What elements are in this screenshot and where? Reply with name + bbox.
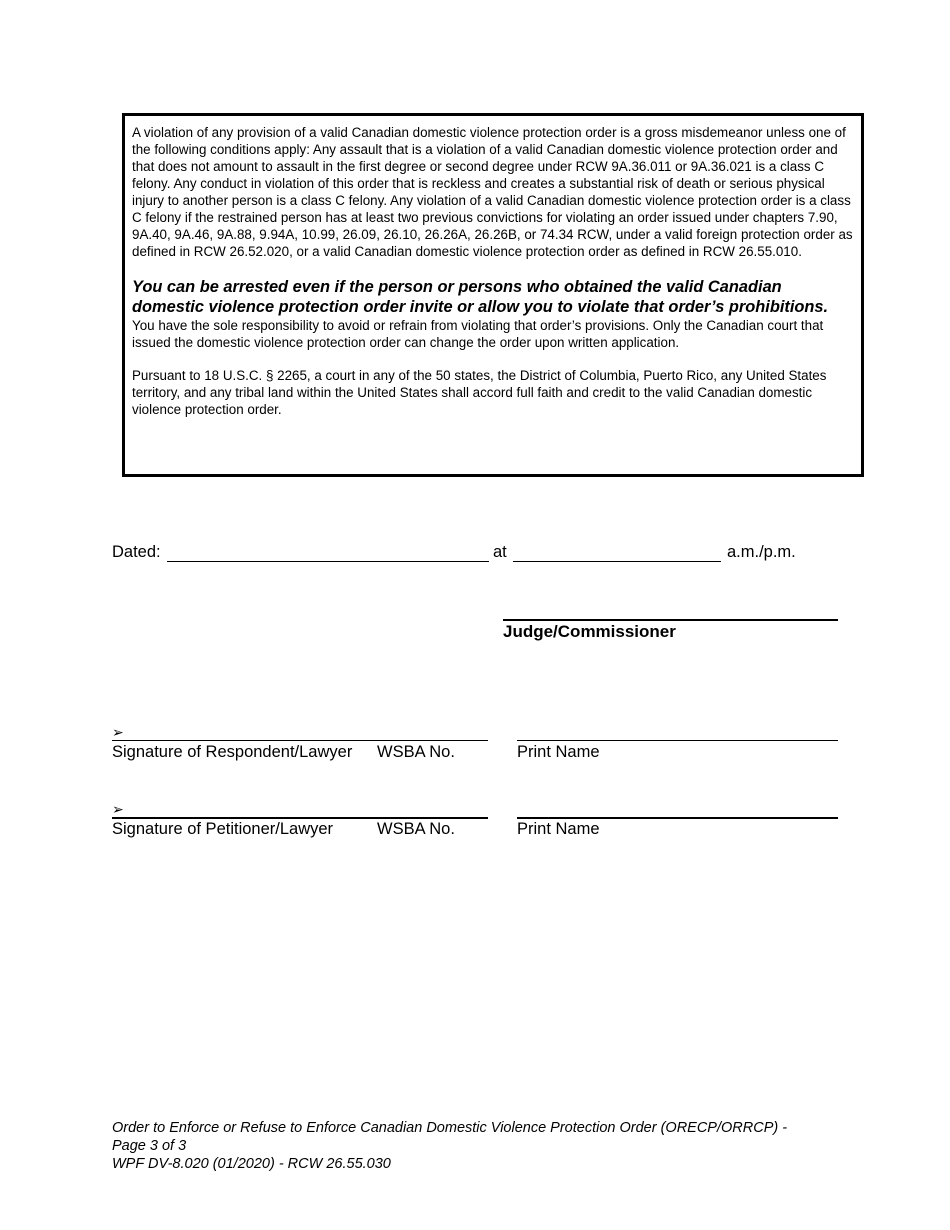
footer-form-code: WPF DV-8.020 (01/2020) - RCW 26.55.030: [112, 1156, 391, 1172]
petitioner-sign-arrow-icon: ➢: [112, 801, 124, 817]
time-field[interactable]: [513, 561, 721, 562]
ampm-label: a.m./p.m.: [727, 543, 796, 561]
petitioner-signature-label: Signature of Petitioner/Lawyer: [112, 820, 334, 838]
page-footer: [112, 1119, 787, 1173]
judge-commissioner-label: Judge/Commissioner: [503, 622, 676, 641]
judge-signature-line[interactable]: [503, 619, 838, 621]
footer-page-number: Page 3 of 3: [112, 1138, 187, 1154]
date-field[interactable]: [167, 561, 489, 562]
warning-notice-box: [122, 113, 864, 477]
at-label: at: [493, 543, 507, 561]
petitioner-print-name-line[interactable]: [517, 817, 838, 819]
respondent-sign-arrow-icon: ➢: [112, 724, 124, 740]
notice-paragraph-full-faith: Pursuant to 18 U.S.C. § 2265, a court in any of the 50 states, the District of Columbia, Puerto Rico, any United States territory, and any tribal land within the United States shall accord full faith and credit to the valid Canadian domestic violence protection order.: [132, 368, 827, 417]
arrest-warning-bold: You can be arrested even if the person or persons who obtained the valid Canadian domestic violence protection order invite or allow you to violate that order’s prohibitions.: [132, 278, 829, 316]
dated-label: Dated:: [112, 543, 161, 561]
arrest-warning-text: You have the sole responsibility to avoid or refrain from violating that order’s provisions. Only the Canadian court that issued the domestic violence protection order can change the order upon written application.: [132, 318, 824, 350]
respondent-print-name-line[interactable]: [517, 740, 838, 741]
respondent-signature-line[interactable]: [112, 740, 488, 741]
notice-paragraph-violation: A violation of any provision of a valid Canadian domestic violence protection order is a gross misdemeanor unless one of the following conditions apply: Any assault that is a violation of a valid Canadian domestic violence protection order and that does not amount to assault in the first degree or second degree under RCW 9A.36.011 or 9A.36.021 is a class C felony. Any conduct in violation of this order that is reckless and creates a substantial risk of death or serious physical injury to another person is a class C felony. Any violation of a valid Canadian domestic violence protection order is a class C felony if the restrained person has at least two previous convictions for violating an order issued under chapters 7.90, 9A.40, 9A.46, 9A.88, 9.94A, 10.99, 26.09, 26.10, 26.26A, 26.26B, or 74.34 RCW, under a valid foreign protection order as defined in RCW 26.52.020, or a valid Canadian domestic violence protection order as defined in RCW 26.55.010.: [132, 125, 853, 259]
petitioner-print-name-label: Print Name: [517, 820, 600, 838]
petitioner-wsba-label: WSBA No.: [377, 820, 455, 838]
respondent-wsba-label: WSBA No.: [377, 743, 455, 761]
respondent-print-name-label: Print Name: [517, 743, 600, 761]
petitioner-signature-line[interactable]: [112, 817, 488, 819]
footer-form-title: Order to Enforce or Refuse to Enforce Canadian Domestic Violence Protection Order (ORECP/ORRCP) -: [112, 1120, 788, 1136]
respondent-signature-label: Signature of Respondent/Lawyer: [112, 743, 353, 761]
notice-paragraph-arrest: [132, 278, 854, 351]
